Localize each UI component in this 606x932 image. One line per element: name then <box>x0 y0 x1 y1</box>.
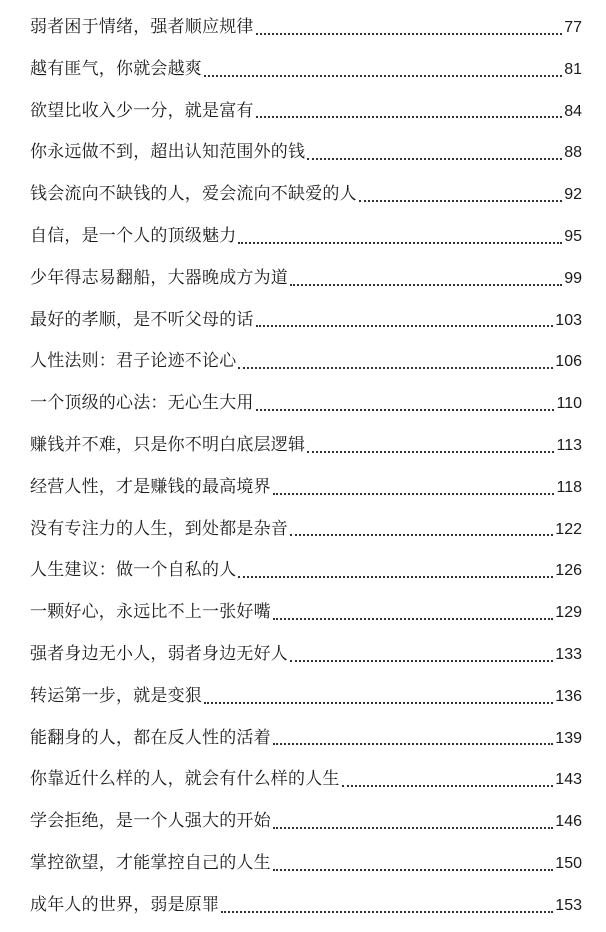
dot-leader <box>256 32 563 35</box>
toc-entry-title: 最好的孝顺，是不听父母的话 <box>30 309 254 330</box>
toc-entry[interactable] <box>30 592 582 634</box>
toc-entry[interactable] <box>30 300 582 342</box>
toc-entry-title: 你永远做不到，超出认知范围外的钱 <box>30 142 306 163</box>
toc-entry-title: 少年得志易翻船，大器晚成方为道 <box>30 267 288 288</box>
toc-entry-page: 153 <box>555 896 582 914</box>
toc-entry[interactable] <box>30 634 582 676</box>
toc-entry-title: 一颗好心，永远比不上一张好嘴 <box>30 602 271 623</box>
toc-entry-page: 133 <box>555 645 582 663</box>
toc-entry[interactable] <box>30 759 582 801</box>
toc-entry-title: 学会拒绝，是一个人强大的开始 <box>30 811 271 832</box>
dot-leader <box>204 74 562 77</box>
toc-entry[interactable] <box>30 7 582 49</box>
dot-leader <box>273 492 555 495</box>
toc-entry-page: 95 <box>564 227 582 245</box>
dot-leader <box>273 742 553 745</box>
table-of-contents <box>30 7 582 927</box>
toc-entry-page: 84 <box>564 102 582 120</box>
dot-leader <box>256 324 554 327</box>
toc-entry[interactable] <box>30 174 582 216</box>
toc-entry-title: 掌控欲望，才能掌控自己的人生 <box>30 852 271 873</box>
toc-entry-title: 你靠近什么样的人，就会有什么样的人生 <box>30 769 340 790</box>
toc-entry-title: 弱者困于情绪，强者顺应规律 <box>30 17 254 37</box>
toc-entry-page: 103 <box>555 311 582 329</box>
toc-entry-page: 129 <box>555 604 582 622</box>
toc-entry-title: 越有匪气，你就会越爽 <box>30 58 202 79</box>
dot-leader <box>238 575 553 578</box>
toc-entry-title: 成年人的世界，弱是原罪 <box>30 894 220 915</box>
toc-entry-page: 146 <box>555 813 582 831</box>
toc-entry-page: 122 <box>555 520 582 538</box>
toc-entry-page: 92 <box>564 186 582 204</box>
dot-leader <box>273 826 553 829</box>
toc-entry[interactable] <box>30 341 582 383</box>
dot-leader <box>307 157 562 160</box>
dot-leader <box>221 910 553 913</box>
toc-entry-title: 没有专注力的人生，到处都是杂音 <box>30 518 288 539</box>
toc-entry-title: 人性法则：君子论迹不论心 <box>30 351 237 372</box>
toc-entry-page: 99 <box>564 269 582 287</box>
toc-entry-page: 118 <box>556 478 582 496</box>
dot-leader <box>290 283 562 286</box>
toc-entry[interactable] <box>30 49 582 91</box>
dot-leader <box>238 241 562 244</box>
toc-entry-page: 88 <box>564 144 582 162</box>
toc-entry-title: 强者身边无小人，弱者身边无好人 <box>30 643 288 664</box>
toc-entry[interactable] <box>30 91 582 133</box>
toc-entry-page: 143 <box>555 771 582 789</box>
toc-entry-page: 139 <box>555 729 582 747</box>
toc-entry[interactable] <box>30 467 582 509</box>
dot-leader <box>256 408 555 411</box>
toc-entry[interactable] <box>30 885 582 927</box>
toc-entry[interactable] <box>30 509 582 551</box>
toc-entry[interactable] <box>30 801 582 843</box>
toc-entry[interactable] <box>30 216 582 258</box>
toc-entry-page: 150 <box>555 854 582 872</box>
dot-leader <box>204 701 553 704</box>
toc-entry[interactable] <box>30 676 582 718</box>
toc-entry-title: 钱会流向不缺钱的人，爱会流向不缺爱的人 <box>30 184 357 205</box>
toc-entry[interactable] <box>30 843 582 885</box>
dot-leader <box>256 115 563 118</box>
toc-entry-page: 126 <box>555 562 582 580</box>
toc-entry[interactable] <box>30 425 582 467</box>
toc-entry-title: 人生建议：做一个自私的人 <box>30 560 237 581</box>
toc-entry-title: 自信，是一个人的顶级魅力 <box>30 225 237 246</box>
toc-entry[interactable] <box>30 550 582 592</box>
toc-entry-title: 欲望比收入少一分，就是富有 <box>30 100 254 121</box>
toc-entry-title: 能翻身的人，都在反人性的活着 <box>30 727 271 748</box>
toc-entry-title: 经营人性，才是赚钱的最高境界 <box>30 476 271 497</box>
toc-entry[interactable] <box>30 132 582 174</box>
dot-leader <box>238 366 553 369</box>
toc-entry[interactable] <box>30 718 582 760</box>
dot-leader <box>273 617 553 620</box>
toc-entry-page: 136 <box>555 687 582 705</box>
dot-leader <box>342 784 554 787</box>
toc-entry[interactable] <box>30 258 582 300</box>
toc-entry[interactable] <box>30 383 582 425</box>
toc-entry-page: 81 <box>564 60 582 78</box>
dot-leader <box>273 868 553 871</box>
toc-entry-page: 110 <box>556 395 582 413</box>
dot-leader <box>307 450 554 453</box>
dot-leader <box>359 199 562 202</box>
toc-entry-page: 106 <box>555 353 582 371</box>
toc-entry-title: 转运第一步，就是变狠 <box>30 685 202 706</box>
toc-entry-page: 77 <box>564 19 582 36</box>
toc-entry-page: 113 <box>556 436 582 454</box>
toc-entry-title: 赚钱并不难，只是你不明白底层逻辑 <box>30 434 306 455</box>
dot-leader <box>290 533 553 536</box>
toc-entry-title: 一个顶级的心法：无心生大用 <box>30 393 254 414</box>
dot-leader <box>290 659 553 662</box>
